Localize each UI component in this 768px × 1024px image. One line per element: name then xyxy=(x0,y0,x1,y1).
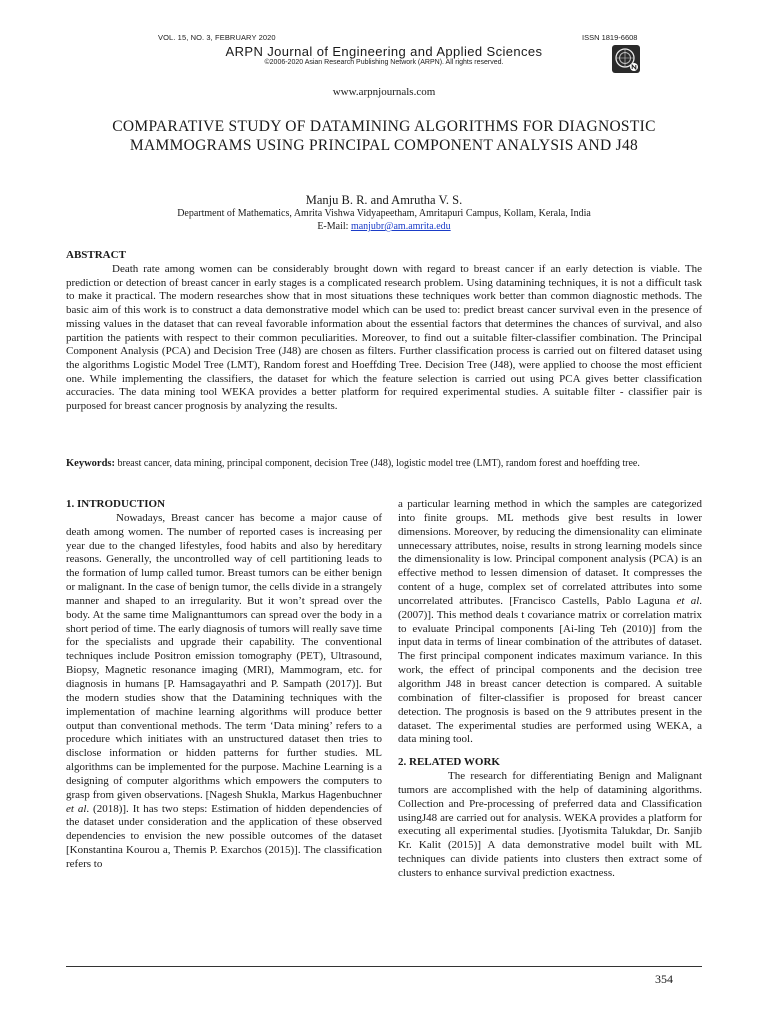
abstract-heading: ABSTRACT xyxy=(66,249,126,261)
paper-authors: Manju B. R. and Amrutha V. S. xyxy=(305,193,463,207)
introduction-continued xyxy=(398,498,702,747)
abstract-text: Death rate among women can be considerably brought down with regard to breast cancer if an early detection is viable. The prediction or detection of breast cancer in early stages is a complicated research problem. Using datamining techniques, it is not a difficult task to make it practical. The modern researches show that in most situations these techniques work better than common diagnostic methods. The basic aim of this work is to construct a data demonstrative model which can be used to: predict breast cancer survival even in the presence of missing values in the dataset that can reveal favorable information about the essential factors that determines the chances of survival, and also partition the patients with respect to their common peculiarities. Moreover, to find out a suitable filter-classifier combination. The Principal Component Analysis (PCA) and Decision Tree (J48) are chosen as filters. Further classification process is carried out on filtered dataset using the algorithms Logistic Model Tree (LMT), Random forest and Hoeffding Tree. Decision Tree (J48), were applied to choose the most efficient one. While implementing the classifiers, the dataset for which the feature selection is carried out using PCA gives better classification accuracies. The data mining tool WEKA provides a better platform for required experimental studies. A suitable filter - classifier pair is purposed for breast cancer prognosis by analyzing the results. xyxy=(66,263,702,413)
paper-title: COMPARATIVE STUDY OF DATAMINING ALGORITHMS FOR DIAGNOSTIC MAMMOGRAMS USING PRINCIPAL COMPONENT ANALYSIS AND J48 xyxy=(112,118,656,154)
right-column xyxy=(398,498,702,881)
keywords-label: Keywords: xyxy=(66,458,115,469)
journal-name: ARPN Journal of Engineering and Applied Sciences xyxy=(225,44,543,59)
keywords-text: breast cancer, data mining, principal component, decision Tree (J48), logistic model tree (LMT), random forest and hoeffding tree. xyxy=(115,458,640,469)
keywords xyxy=(66,457,702,470)
email-label: E-Mail: xyxy=(317,221,351,232)
issn-number: ISSN 1819-6608 xyxy=(582,33,638,42)
arpn-logo-icon xyxy=(612,45,640,73)
intro-etal: et al xyxy=(66,802,87,815)
author-affiliation: Department of Mathematics, Amrita Vishwa Vidyapeetham, Amritapuri Campus, Kollam, Kerala, India xyxy=(177,208,591,219)
intro-text-b: . (2018)]. It has two steps: Estimation of hidden dependencies of the dataset under consideration and the application of these observed dependencies to envision the new possible outcomes of the dataset [Konstantina Kourou a, Themis P. Exarchos (2015)]. The classification refers to xyxy=(66,802,383,870)
related-work-paragraph: The research for differentiating Benign and Malignant tumors are accomplished with the help of datamining algorithms. Collection and Pre-processing of preferred data and Classification usingJ48 are carried out for analysis. WEKA provides a platform for executing all experimental studies. [Jyotismita Talukdar, Dr. Sanjib Kr. Kalit (2015)] A data demonstrative model built with ML techniques can divide patients into clusters then extract some of clusters to enhance survival prediction exactness. xyxy=(398,770,702,879)
introduction-heading: 1. INTRODUCTION xyxy=(66,498,166,510)
footer-divider xyxy=(66,966,702,967)
author-email-line xyxy=(0,221,768,232)
related-work-heading: 2. RELATED WORK xyxy=(398,756,500,769)
intro-text-a: Nowadays, Breast cancer has become a major cause of death among women. The number of reported cases is increasing per year due to the changed lifestyles, food habits and also by hereditary reasons. Generally, the uncontrolled way of cell partitioning leads to the formation of lump called tumor. Breast tumors can be either benign or malignant. In the case of benign tumor, the cells divide in a strangely manner and shaped to an irregularity. But it won’t spread over the body. At the same time Malignanttumors can spread over the body in a short period of time. The early diagnosis of tumors will really save time for the specialists and upgrade their capability. The conventional techniques include Positron emission tomography (PET), Ultrasound, Biopsy, Magnetic resonance imaging (MRI), Mammogram, etc. for diagnosis in humans [P. Hamsagayathri and P. Sampath (2017)]. But the modern studies show that the Datamining techniques with the implementation of machine learning algorithms will produce better output than conventional methods. The term ‘Data mining’ refers to a procedure which initiates with an unstructured dataset then tries to disclose information or hidden patterns for further studies. ML algorithms can be implemented for the purpose. Machine Learning is a designing of computer algorithms which empowers the computers to grasp from given observations. [Nagesh Shukla, Markus Hagenbuchner xyxy=(66,511,382,801)
intro-cont-a: a particular learning method in which the samples are categorized into finite groups. ML methods give best results in lower dimensions. Moreover, by reducing the dimensionality can eliminate unnecessary attributes, noise, results in strong learning models since the dimensionality is low. Principal component analysis (PCA) is an effective method to lessen dimension of dataset. It compresses the content of a huge, complex set of correlated attributes into some uncorrelated attributes. [Francisco Castells, Pablo Laguna xyxy=(398,498,702,607)
copyright-notice: ©2006-2020 Asian Research Publishing Network (ARPN). All rights reserved. xyxy=(264,59,504,66)
journal-website: www.arpnjournals.com xyxy=(332,86,436,98)
introduction-paragraph xyxy=(66,512,382,872)
volume-info: VOL. 15, NO. 3, FEBRUARY 2020 xyxy=(158,33,276,42)
page-number: 354 xyxy=(655,972,673,986)
intro-cont-b: . (2007)]. This method deals t covariance matrix or correlation matrix to evaluate Principal components [Ai-ling Teh (2010)] from the input data in terms of linear combination of the attributes of dataset. The first principal component indicates maximum variance. In this work, the effect of principal components and the decision tree algorithm J48 in breast cancer detection is compared. A suitable combination of filter-classifier is proposed for breast cancer detection. The prognosis is based on the 9 attributes present in the dataset. The experimental studies are performed using WEKA, a data mining tool. xyxy=(398,594,703,746)
left-column xyxy=(66,498,382,872)
author-email-link[interactable]: manjubr@am.amrita.edu xyxy=(350,221,451,232)
section-spacer xyxy=(398,747,702,756)
intro-cont-etal: et al xyxy=(676,594,700,607)
